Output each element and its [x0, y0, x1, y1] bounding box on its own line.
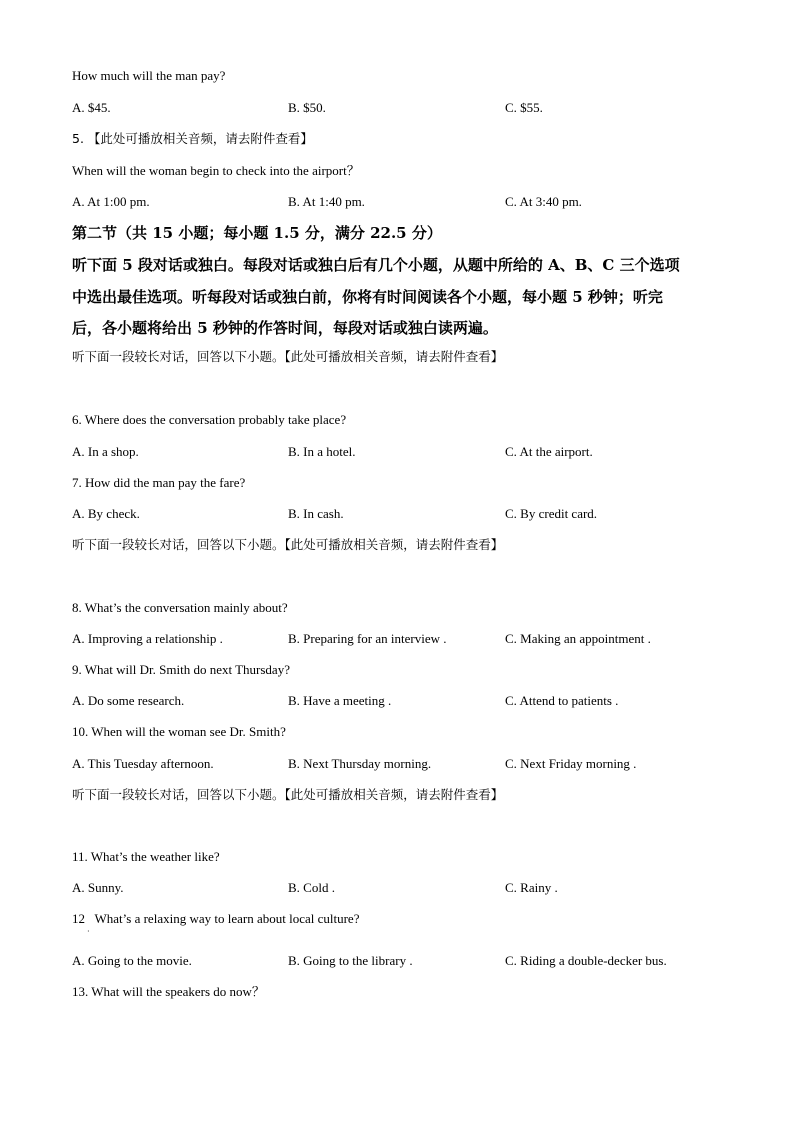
question-10: 10. When will the woman see Dr. Smith? [72, 724, 286, 739]
q9-option-a: A. Do some research. [72, 693, 185, 708]
question-7: 7. How did the man pay the fare? [72, 475, 246, 490]
section-2-instruction-line-2: 中选出最佳选项。听每段对话或独白前，你将有时间阅读各个小题，每小题 5 秒钟；听完 [72, 288, 663, 306]
question-4: How much will the man pay? [72, 68, 226, 83]
question-11: 11. What’s the weather like? [72, 849, 220, 864]
q4-option-c: C. $55. [505, 100, 543, 115]
q4-option-b: B. $50. [288, 100, 326, 115]
question-12: 12 What’s a relaxing way to learn about local culture? [72, 911, 360, 926]
q12-option-a: A. Going to the movie. [72, 953, 192, 968]
q6-option-a: A. In a shop. [72, 444, 139, 459]
q9-option-c: C. Attend to patients . [505, 693, 619, 708]
q5-option-a: A. At 1:00 pm. [72, 194, 150, 209]
q6-option-b: B. In a hotel. [288, 444, 356, 459]
q11-option-c: C. Rainy . [505, 880, 558, 895]
question-9: 9. What will Dr. Smith do next Thursday? [72, 662, 290, 677]
q8-option-b: B. Preparing for an interview . [288, 631, 447, 646]
q6-option-c: C. At the airport. [505, 444, 593, 459]
q11-option-a: A. Sunny. [72, 880, 124, 895]
stray-dot-mark: · [87, 927, 90, 936]
q7-option-a: A. By check. [72, 506, 140, 521]
q12-option-c: C. Riding a double-decker bus. [505, 953, 667, 968]
q7-option-b: B. In cash. [288, 506, 344, 521]
q4-option-a: A. $45. [72, 100, 111, 115]
q11-option-b: B. Cold . [288, 880, 335, 895]
section-2-title: 第二节（共 15 小题；每小题 1.5 分，满分 22.5 分） [72, 224, 442, 242]
question-13: 13. What will the speakers do now？ [72, 984, 265, 999]
question-6: 6. Where does the conversation probably take place? [72, 412, 347, 427]
q5-option-b: B. At 1:40 pm. [288, 194, 365, 209]
dialog-1-audio-note[interactable]: 听下面一段较长对话，回答以下小题。【此处可播放相关音频，请去附件查看】 [72, 349, 504, 364]
question-8: 8. What’s the conversation mainly about? [72, 600, 288, 615]
q12-option-b: B. Going to the library . [288, 953, 413, 968]
section-2-instruction-line-1: 听下面 5 段对话或独白。每段对话或独白后有几个小题，从题中所给的 A、B、C 三个选项 [72, 256, 680, 274]
question-5: When will the woman begin to check into the airport？ [72, 163, 360, 178]
q10-option-b: B. Next Thursday morning. [288, 756, 432, 771]
q10-option-a: A. This Tuesday afternoon. [72, 756, 214, 771]
q8-option-a: A. Improving a relationship . [72, 631, 223, 646]
dialog-2-audio-note[interactable]: 听下面一段较长对话，回答以下小题。【此处可播放相关音频，请去附件查看】 [72, 537, 504, 552]
q7-option-c: C. By credit card. [505, 506, 598, 521]
section-2-instruction-line-3: 后，各小题将给出 5 秒钟的作答时间，每段对话或独白读两遍。 [72, 319, 498, 337]
q9-option-b: B. Have a meeting . [288, 693, 392, 708]
q5-option-c: C. At 3:40 pm. [505, 194, 582, 209]
q10-option-c: C. Next Friday morning . [505, 756, 637, 771]
q8-option-c: C. Making an appointment . [505, 631, 651, 646]
dialog-3-audio-note[interactable]: 听下面一段较长对话，回答以下小题。【此处可播放相关音频，请去附件查看】 [72, 787, 504, 802]
q5-audio-note[interactable]: 5. 【此处可播放相关音频，请去附件查看】 [72, 131, 313, 146]
